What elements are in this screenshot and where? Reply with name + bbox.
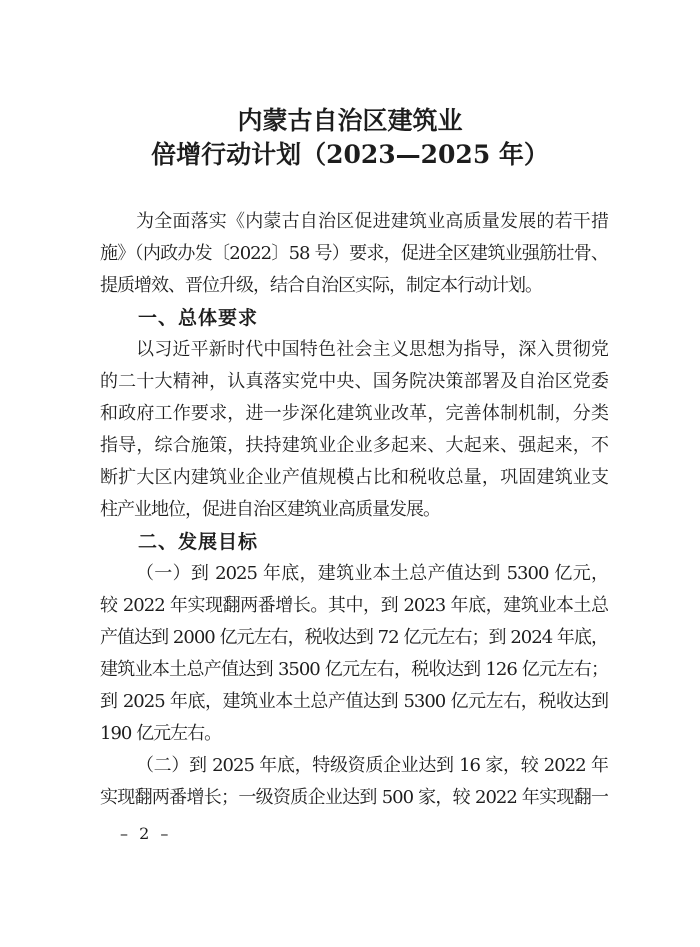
body-text-line: 断扩大区内建筑业企业产值规模占比和税收总量，巩固建筑业支	[100, 467, 608, 488]
body-text-line: 实现翻两番增长；一级资质企业达到 500 家，较 2022 年实现翻一	[100, 787, 608, 808]
page-number: – 2 –	[120, 824, 172, 843]
body-text-line: 指导，综合施策，扶持建筑业企业多起来、大起来、强起来，不	[100, 435, 608, 456]
body-text-line: 柱产业地位，促进自治区建筑业高质量发展。	[100, 499, 440, 520]
body-text-line: 到 2025 年底，建筑业本土总产值达到 5300 亿元左右，税收达到	[100, 691, 608, 712]
body-text-line: 190 亿元左右。	[100, 723, 222, 744]
document-title	[0, 104, 700, 172]
body-text-line: （一）到 2025 年底，建筑业本土总产值达到 5300 亿元，	[136, 563, 608, 584]
body-text-line: （二）到 2025 年底，特级资质企业达到 16 家，较 2022 年	[136, 755, 608, 776]
document-body	[100, 206, 608, 814]
body-text-line: 和政府工作要求，进一步深化建筑业改革，完善体制机制，分类	[100, 403, 608, 424]
body-text-line: 较 2022 年实现翻两番增长。其中，到 2023 年底，建筑业本土总	[100, 595, 608, 616]
section-heading: 一、总体要求	[138, 307, 259, 329]
body-text-line: 以习近平新时代中国特色社会主义思想为指导，深入贯彻党	[136, 339, 608, 360]
body-text-line: 施》（内政办发〔2022〕58 号）要求，促进全区建筑业强筋壮骨、	[100, 243, 608, 264]
title-line-1: 内蒙古自治区建筑业	[237, 106, 463, 135]
body-text-line: 的二十大精神，认真落实党中央、国务院决策部署及自治区党委	[100, 371, 608, 392]
body-text-line: 产值达到 2000 亿元左右，税收达到 72 亿元左右；到 2024 年底，	[100, 627, 608, 648]
section-heading: 二、发展目标	[138, 531, 259, 553]
body-text-line: 建筑业本土总产值达到 3500 亿元左右，税收达到 126 亿元左右；	[100, 659, 608, 680]
body-text-line: 提质增效、晋位升级，结合自治区实际，制定本行动计划。	[100, 275, 542, 296]
title-line-2: 倍增行动计划（2023—2025 年）	[151, 140, 549, 169]
body-text-line: 为全面落实《内蒙古自治区促进建筑业高质量发展的若干措	[136, 211, 608, 232]
